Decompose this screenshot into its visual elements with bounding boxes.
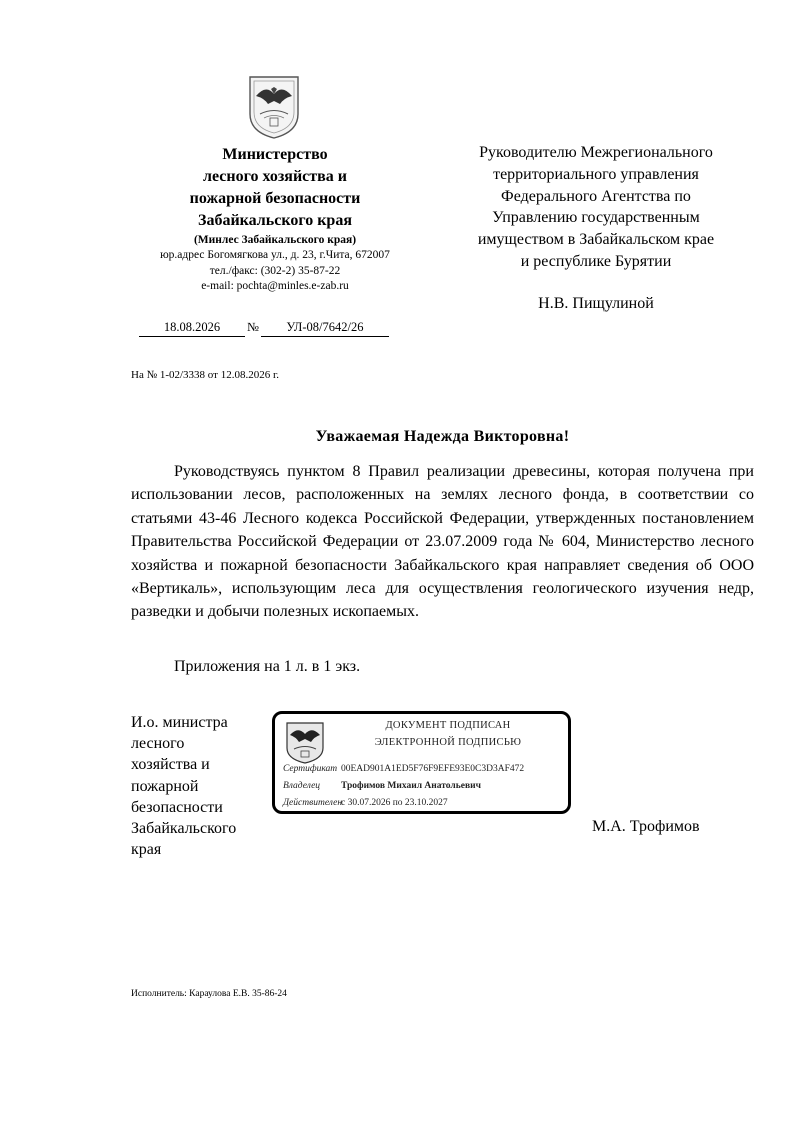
sender-org-line: Министерство bbox=[222, 146, 328, 163]
validity-label: Действителен bbox=[283, 798, 343, 808]
signer-name: М.А. Трофимов bbox=[592, 818, 700, 835]
stamp-emblem-icon bbox=[285, 721, 325, 765]
reference-line: На № 1-02/3338 от 12.08.2026 г. bbox=[131, 369, 279, 381]
recipient-line: имуществом в Забайкальском крае bbox=[477, 231, 715, 249]
registration-number: УЛ-08/7642/26 bbox=[261, 320, 389, 337]
position-line: края bbox=[131, 841, 162, 859]
registration-line bbox=[139, 320, 389, 337]
electronic-signature-stamp bbox=[272, 711, 571, 814]
sender-email: e-mail: pochta@minles.e-zab.ru bbox=[201, 280, 349, 292]
stamp-header-line1: ДОКУМЕНТ ПОДПИСАН bbox=[385, 720, 511, 731]
greeting: Уважаемая Надежда Викторовна! bbox=[315, 428, 570, 445]
stamp-header-line2: ЭЛЕКТРОННОЙ ПОДПИСЬЮ bbox=[374, 737, 522, 748]
sender-address: юр.адрес Богомягкова ул., д. 23, г.Чита, 672007 bbox=[160, 249, 390, 261]
recipient-line: Федерального Агентства по bbox=[501, 187, 691, 205]
certificate-value: 00EAD901A1ED5F76F9EFE93E0C3D3AF472 bbox=[341, 764, 525, 774]
stamp-validity-row bbox=[283, 798, 448, 808]
recipient-line: Управлению государственным bbox=[492, 209, 700, 227]
sender-block bbox=[131, 144, 419, 295]
recipient-line: и республике Бурятии bbox=[520, 252, 672, 270]
recipient-name: Н.В. Пищулиной bbox=[538, 294, 654, 312]
coat-of-arms-emblem bbox=[246, 74, 302, 140]
position-line: безопасности bbox=[131, 798, 223, 816]
stamp-certificate-row bbox=[283, 764, 524, 774]
validity-value: с 30.07.2026 по 23.10.2027 bbox=[341, 798, 448, 808]
sender-phone: тел./факс: (302-2) 35-87-22 bbox=[209, 264, 341, 277]
position-line: пожарной bbox=[131, 777, 199, 795]
certificate-label: Сертификат bbox=[283, 764, 338, 774]
sender-org-line: лесного хозяйства и bbox=[203, 168, 347, 185]
registration-date: 18.08.2026 bbox=[139, 320, 245, 337]
position-line: И.о. министра bbox=[131, 714, 228, 731]
recipient-block bbox=[455, 142, 737, 315]
owner-label: Владелец bbox=[283, 781, 321, 791]
registration-number-sign: № bbox=[247, 320, 259, 334]
position-line: хозяйства и bbox=[131, 756, 210, 774]
recipient-line: Руководителю Межрегионального bbox=[479, 144, 713, 161]
sender-org-line: Забайкальского края bbox=[198, 212, 352, 229]
position-line: лесного bbox=[131, 735, 185, 753]
body-paragraph: Руководствуясь пунктом 8 Правил реализации древесины, которая получена при использовании лесов, расположенных на землях лесного фонда, в соответствии со статьями 43-46 Лесного кодекса Российской Федерации, утвержденных постановлением Правительства Российской Федерации от 23.07.2009 года № 604, Министерство лесного хозяйства и пожарной безопасности Забайкальского края направляет сведения об ООО «Вертикаль», использующим леса для осуществления геологического изучения недр, разведки и добычи полезных ископаемых. bbox=[131, 463, 754, 621]
executor-note: Исполнитель: Караулова Е.В. 35-86-24 bbox=[131, 989, 287, 999]
position-line: Забайкальского bbox=[131, 820, 237, 838]
sender-org-line: пожарной безопасности bbox=[189, 190, 361, 207]
sender-short-name: (Минлес Забайкальского края) bbox=[193, 234, 357, 246]
recipient-line: территориального управления bbox=[493, 165, 699, 183]
owner-value: Трофимов Михаил Анатольевич bbox=[341, 781, 481, 791]
stamp-owner-row bbox=[283, 781, 481, 791]
attachment-note: Приложения на 1 л. в 1 экз. bbox=[174, 658, 361, 675]
signatory-position bbox=[131, 712, 261, 860]
